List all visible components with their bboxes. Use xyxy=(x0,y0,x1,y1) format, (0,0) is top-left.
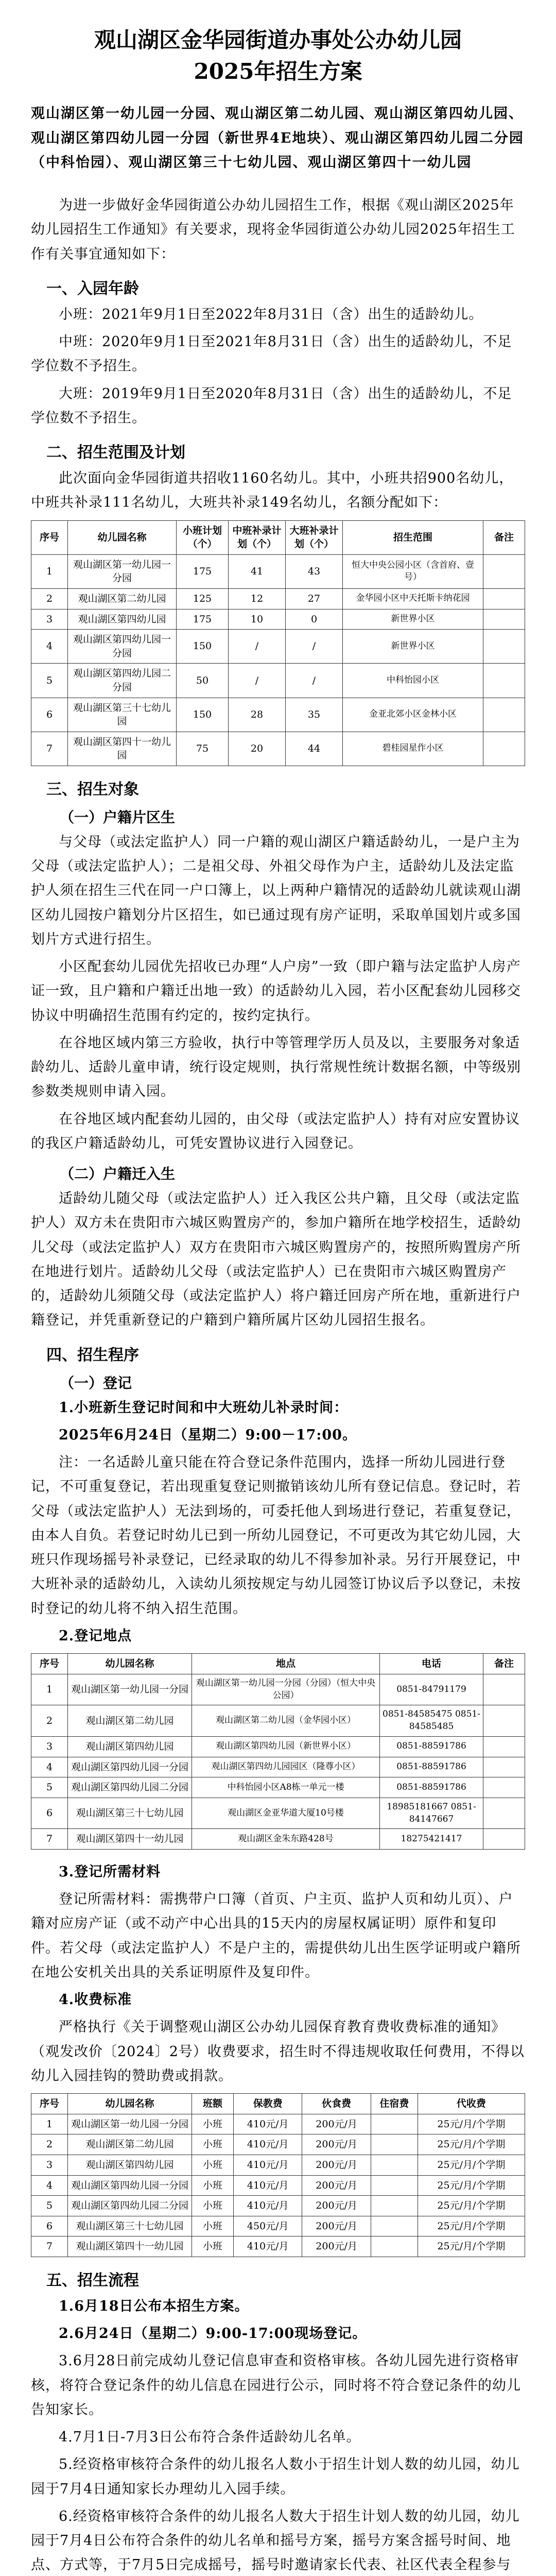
table-cell xyxy=(483,1798,525,1829)
table-cell: / xyxy=(286,664,343,698)
table-cell: 3 xyxy=(31,609,68,630)
table-row xyxy=(31,2155,525,2175)
table-cell: 25元/月/个学期 xyxy=(418,2236,525,2257)
table-row xyxy=(31,2175,525,2196)
table-cell: 小班 xyxy=(192,2114,234,2134)
table-cell: 6 xyxy=(31,698,68,732)
table-header-cell: 幼儿园名称 xyxy=(68,2094,192,2114)
table-cell: 3 xyxy=(31,2155,68,2175)
scope-paragraph: 此次面向金华园街道共招收1160名幼儿。其中，小班共招900名幼儿，中班共补录111名幼儿，大班共补录149名幼儿，名额分配如下： xyxy=(31,470,514,511)
table-header-row xyxy=(31,1654,525,1674)
table-cell: 小班 xyxy=(192,2155,234,2175)
table-cell: 7 xyxy=(31,2236,68,2257)
table-cell: 观山湖区第四幼儿园一分园 xyxy=(68,630,177,664)
table-cell: 75 xyxy=(177,732,229,766)
table-cell xyxy=(483,1757,525,1777)
table-cell xyxy=(371,2155,418,2175)
table-cell: 碧桂园星作小区 xyxy=(343,732,483,766)
table-cell: 18985181667 0851-84147667 xyxy=(380,1798,483,1829)
table-cell: 观山湖区第四幼儿园 xyxy=(68,2155,192,2175)
table-cell: 12 xyxy=(229,589,286,609)
table-header-cell: 中班补录计划（个） xyxy=(229,520,286,554)
table-cell: 观山湖区第四幼儿园二分园 xyxy=(68,1777,192,1798)
table-cell: 410元/月 xyxy=(234,2155,302,2175)
table-header-cell: 幼儿园名称 xyxy=(68,520,177,554)
subsection-transfer-heading: （二）户籍迁入生 xyxy=(60,1165,176,1183)
table-cell xyxy=(483,589,525,609)
table-cell: 410元/月 xyxy=(234,2134,302,2155)
step3-title: 3.登记所需材料 xyxy=(59,1863,161,1880)
table-cell: 43 xyxy=(286,554,343,588)
section-target-heading: 三、招生对象 xyxy=(46,780,139,799)
table-cell: 25元/月/个学期 xyxy=(418,2216,525,2236)
table-row xyxy=(31,1736,525,1757)
table-cell: 观山湖区第一幼儿园一分园 xyxy=(68,2114,192,2134)
table-cell: 2 xyxy=(31,1705,68,1737)
table-header-cell: 小班计划（个） xyxy=(177,520,229,554)
document-title: 观山湖区金华园街道办事处公办幼儿园 xyxy=(94,27,462,53)
table-cell: 观山湖区第四十一幼儿园 xyxy=(68,732,177,766)
table-cell: 410元/月 xyxy=(234,2114,302,2134)
table-cell: 0851-88591786 xyxy=(380,1736,483,1757)
table-cell: 中科怡园小区A8栋一单元一楼 xyxy=(192,1777,380,1798)
table-cell: 观山湖区第四幼儿园一分园 xyxy=(68,1757,192,1777)
table-row xyxy=(31,2236,525,2257)
table-cell: 观山湖区第二幼儿园 xyxy=(68,1705,192,1737)
table-cell: 410元/月 xyxy=(234,2196,302,2216)
enrollment-plan-table xyxy=(31,520,525,766)
intro-paragraph: 为进一步做好金华园街道公办幼儿园招生工作，根据《观山湖区2025年幼儿园招生工作通知》有关要求，现将金华园街道公办幼儿园2025年招生工作有关事宜通知如下： xyxy=(31,197,515,262)
table-header-cell: 序号 xyxy=(31,2094,68,2114)
step4-text: 严格执行《关于调整观山湖区公办幼儿园保育教育费收费标准的通知》（观发改价〔2024〕2号）收费要求，招生时不得违规收取任何费用，不得以幼儿入园挂钩的赞助费或捐款。 xyxy=(31,2019,525,2084)
table-row xyxy=(31,609,525,630)
table-cell: 200元/月 xyxy=(302,2114,371,2134)
table-cell: 观山湖区第四幼儿园 xyxy=(68,609,177,630)
table-cell: 175 xyxy=(177,609,229,630)
table-cell: 0851-84791179 xyxy=(380,1674,483,1705)
step4-title: 4.收费标准 xyxy=(59,1992,132,2008)
table-cell: 观山湖区第四幼儿园二分园 xyxy=(68,2196,192,2216)
table-cell: 450元/月 xyxy=(234,2216,302,2236)
table-cell: 1 xyxy=(31,554,68,588)
table-cell xyxy=(371,2114,418,2134)
section-scope-heading: 二、招生范围及计划 xyxy=(46,444,185,462)
table-cell: 恒大中央公园小区（含首府、壹号） xyxy=(343,554,483,588)
table-header-cell: 序号 xyxy=(31,1654,68,1674)
table-header-cell: 地点 xyxy=(192,1654,380,1674)
table-header-cell: 备注 xyxy=(483,1654,525,1674)
table-cell xyxy=(371,2196,418,2216)
table-cell: 金华园小区中天托斯卡纳花园 xyxy=(343,589,483,609)
step1-title: 1.小班新生登记时间和中大班幼儿补录时间： xyxy=(59,1399,349,1416)
table-header-cell: 保教费 xyxy=(234,2094,302,2114)
subsection-register-heading: （一）登记 xyxy=(60,1374,132,1392)
table-cell xyxy=(371,2175,418,2196)
age-big-class: 大班：2019年9月1日至2020年8月31日（含）出生的适龄幼儿，不足学位数不予招生。 xyxy=(31,385,512,426)
table-row xyxy=(31,1705,525,1737)
table-cell: 小班 xyxy=(192,2134,234,2155)
table-header-cell: 班额 xyxy=(192,2094,234,2114)
table-cell: 观山湖区第二幼儿园 xyxy=(68,589,177,609)
document-subtitle: 2025年招生方案 xyxy=(194,58,362,84)
table-cell: 4 xyxy=(31,1757,68,1777)
table-cell xyxy=(483,732,525,766)
table-cell: / xyxy=(229,630,286,664)
step1-time: 2025年6月24日（星期二）9:00－17:00。 xyxy=(59,1427,357,1443)
table-header-cell: 大班补录计划（个） xyxy=(286,520,343,554)
age-small-class: 小班：2021年9月1日至2022年8月31日（含）出生的适龄幼儿。 xyxy=(59,306,483,323)
section-procedure-heading: 四、招生程序 xyxy=(46,1346,139,1364)
table-cell: 金亚北郊小区金林小区 xyxy=(343,698,483,732)
transfer-paragraph: 适龄幼儿随父母（或法定监护人）迁入我区公共户籍，且父母（或法定监护人）双方未在贵阳市六城区购置房产的，参加户籍所在地学校招生，适龄幼儿父母（或法定监护人）双方在贵阳市六城区购置房产的，按照所购置房产所在地进行划片。适龄幼儿父母（或法定监护人）已在贵阳市六城区购置房产的，适龄幼儿须随父母（或法定监护人）将户籍迁回房产所在地，重新进行户籍登记，并凭重新登记的户籍到户籍所属片区幼儿园招生报名。 xyxy=(31,1191,521,1329)
location-table xyxy=(31,1653,525,1850)
table-cell: 观山湖区第四幼儿园（新世界小区） xyxy=(192,1736,380,1757)
table-cell: 观山湖区第三十七幼儿园 xyxy=(68,698,177,732)
table-cell xyxy=(483,1674,525,1705)
table-row xyxy=(31,2216,525,2236)
table-cell: / xyxy=(229,664,286,698)
flow-item: 3.6月28日前完成幼儿登记信息审查和资格审核。各幼儿园先进行资格审核，将符合登记条件的幼儿信息在园进行公示，同时将不符合登记条件的幼儿告知家长。 xyxy=(31,2353,521,2418)
table-row xyxy=(31,1829,525,1850)
table-header-cell: 招生范围 xyxy=(343,520,483,554)
table-cell: 200元/月 xyxy=(302,2236,371,2257)
table-cell: 观山湖区第二幼儿园（金华园小区） xyxy=(192,1705,380,1737)
table-cell: 5 xyxy=(31,664,68,698)
local-paragraph-1: 与父母（或法定监护人）同一户籍的观山湖区户籍适龄幼儿，一是户主为父母（或法定监护人）；二是祖父母、外祖父母作为户主，适龄幼儿及法定监护人须在招生三代在同一户口簿上，以上两种户籍情况的适龄幼儿就读观山湖区幼儿园按户籍划分片区招生，如已通过现有房产证明，采取单国划片或多国划片方式进行招生。 xyxy=(31,834,521,947)
table-cell: 观山湖区第四幼儿园园区（隆尊小区） xyxy=(192,1757,380,1777)
fee-table xyxy=(31,2093,525,2257)
table-cell: 25元/月/个学期 xyxy=(418,2155,525,2175)
subsection-local-heading: （一）户籍片区生 xyxy=(60,808,176,826)
table-cell xyxy=(483,698,525,732)
table-header-cell: 住宿费 xyxy=(371,2094,418,2114)
table-row xyxy=(31,2114,525,2134)
table-header-row xyxy=(31,2094,525,2114)
table-cell xyxy=(483,664,525,698)
table-cell: 5 xyxy=(31,1777,68,1798)
step3-text: 登记所需材料：需携带户口簿（首页、户主页、监护人页和幼儿页）、户籍对应房产证（或不动产中心出具的15天内的房屋权属证明）原件和复印件。若父母（或法定监护人）不是户主的，需提供幼儿出生医学证明或户籍所在地公安机关出具的关系证明原件及复印件。 xyxy=(31,1891,521,1980)
table-cell: 新世界小区 xyxy=(343,630,483,664)
step1-text: 注：一名适龄儿童只能在符合登记条件范围内，选择一所幼儿园进行登记，不可重复登记，若出现重复登记则撤销该幼儿所有登记信息。登记时，若父母（或法定监护人）无法到场的，可委托他人到场进行登记，若重复登记，由本人自负。若登记时幼儿已到一所幼儿园登记，不可更改为其它幼儿园，大班只作现场摇号补录登记，已经录取的幼儿不得参加补录。另行开展登记，中大班补录的适龄幼儿，入读幼儿须按规定与幼儿园签订协议后予以登记，未按时登记的幼儿将不纳入招生范围。 xyxy=(31,1454,521,1617)
table-cell: 25元/月/个学期 xyxy=(418,2134,525,2155)
table-cell xyxy=(483,1829,525,1850)
table-cell: 小班 xyxy=(192,2236,234,2257)
table-cell: 5 xyxy=(31,2196,68,2216)
table-cell: 28 xyxy=(229,698,286,732)
table-cell: 4 xyxy=(31,630,68,664)
table-cell: 2 xyxy=(31,589,68,609)
table-cell: 25元/月/个学期 xyxy=(418,2196,525,2216)
table-cell: 175 xyxy=(177,554,229,588)
table-cell: / xyxy=(286,630,343,664)
table-cell: 7 xyxy=(31,1829,68,1850)
flow-list xyxy=(31,2294,525,2576)
table-header-row xyxy=(31,520,525,554)
local-paragraph-2: 小区配套幼儿园优先招收已办理“人户房”一致（即户籍与法定监护人房产证一致，且户籍和户籍迁出地一致）的适龄幼儿入园，若小区配套幼儿园移交协议中明确招生范围有约定的，按约定执行。 xyxy=(31,959,521,1024)
table-cell: 小班 xyxy=(192,2196,234,2216)
table-cell: 观山湖区第四幼儿园二分园 xyxy=(68,664,177,698)
local-paragraph-3: 在谷地区域内第三方验收，执行中等管理学历人员及以，主要服务对象适龄幼儿、适龄儿童申请，统行设定规则，执行常规性统计数据名额，中等级别参数类规则申请入园。 xyxy=(31,1035,521,1100)
table-cell: 观山湖区金朱东路428号 xyxy=(192,1829,380,1850)
table-cell: 0 xyxy=(286,609,343,630)
table-cell: 125 xyxy=(177,589,229,609)
step2-title: 2.登记地点 xyxy=(59,1628,132,1644)
table-header-cell: 序号 xyxy=(31,520,68,554)
table-cell: 中科怡园小区 xyxy=(343,664,483,698)
table-cell xyxy=(483,1777,525,1798)
table-header-cell: 电话 xyxy=(380,1654,483,1674)
local-paragraph-4: 在谷地区域内配套幼儿园的，由父母（或法定监护人）持有对应安置协议的我区户籍适龄幼儿，可凭安置协议进行入园登记。 xyxy=(31,1111,520,1151)
table-cell xyxy=(371,2216,418,2236)
table-header-cell: 备注 xyxy=(483,520,525,554)
table-cell xyxy=(483,1736,525,1757)
table-cell: 410元/月 xyxy=(234,2236,302,2257)
table-cell: 25元/月/个学期 xyxy=(418,2114,525,2134)
table-cell: 1 xyxy=(31,2114,68,2134)
table-cell: 观山湖区第三十七幼儿园 xyxy=(68,2216,192,2236)
table-cell xyxy=(483,609,525,630)
table-cell xyxy=(371,2236,418,2257)
table-cell: 150 xyxy=(177,698,229,732)
table-cell: 27 xyxy=(286,589,343,609)
table-cell: 50 xyxy=(177,664,229,698)
table-cell: 2 xyxy=(31,2134,68,2155)
table-cell: 观山湖区第一幼儿园一分园（分园）（恒大中央公园） xyxy=(192,1674,380,1705)
table-cell: 10 xyxy=(229,609,286,630)
table-cell: 0851-84585475 0851-84585485 xyxy=(380,1705,483,1737)
table-row xyxy=(31,1777,525,1798)
age-middle-class: 中班：2020年9月1日至2021年8月31日（含）出生的适龄幼儿，不足学位数不予招生。 xyxy=(31,334,512,375)
table-cell: 200元/月 xyxy=(302,2155,371,2175)
table-cell: 观山湖区金亚华道大厦10号楼 xyxy=(192,1798,380,1829)
table-cell: 7 xyxy=(31,732,68,766)
table-cell: 25元/月/个学期 xyxy=(418,2175,525,2196)
table-cell: 0851-88591786 xyxy=(380,1757,483,1777)
flow-item: 1.6月18日公布本招生方案。 xyxy=(59,2298,249,2314)
table-cell: 200元/月 xyxy=(302,2134,371,2155)
table-row xyxy=(31,698,525,732)
table-cell: 41 xyxy=(229,554,286,588)
table-cell: 0851-88591786 xyxy=(380,1777,483,1798)
table-row xyxy=(31,2196,525,2216)
table-row xyxy=(31,630,525,664)
table-cell xyxy=(483,1705,525,1737)
table-cell xyxy=(371,2134,418,2155)
table-row xyxy=(31,554,525,588)
table-cell: 观山湖区第三十七幼儿园 xyxy=(68,1798,192,1829)
table-cell xyxy=(483,554,525,588)
section-flow-heading: 五、招生流程 xyxy=(46,2271,139,2290)
table-cell: 6 xyxy=(31,1798,68,1829)
table-cell: 1 xyxy=(31,1674,68,1705)
table-cell: 200元/月 xyxy=(302,2175,371,2196)
table-cell: 观山湖区第四十一幼儿园 xyxy=(68,1829,192,1850)
table-row xyxy=(31,732,525,766)
table-row xyxy=(31,1798,525,1829)
table-row xyxy=(31,2134,525,2155)
table-cell: 观山湖区第四幼儿园一分园 xyxy=(68,2175,192,2196)
table-cell: 观山湖区第二幼儿园 xyxy=(68,2134,192,2155)
table-cell: 新世界小区 xyxy=(343,609,483,630)
table-cell: 200元/月 xyxy=(302,2196,371,2216)
table-row xyxy=(31,589,525,609)
table-cell: 200元/月 xyxy=(302,2216,371,2236)
kindergarten-list: 观山湖区第一幼儿园一分园、观山湖区第二幼儿园、观山湖区第四幼儿园、观山湖区第四幼儿园一分园（新世界4E地块）、观山湖区第四幼儿园二分园（中科怡园）、观山湖区第三十七幼儿园、观山湖区第四十一幼儿园 xyxy=(31,106,524,171)
table-header-cell: 伙食费 xyxy=(302,2094,371,2114)
table-cell: 观山湖区第一幼儿园一分园 xyxy=(68,1674,192,1705)
table-cell: 6 xyxy=(31,2216,68,2236)
table-cell: 35 xyxy=(286,698,343,732)
table-row xyxy=(31,1757,525,1777)
table-row xyxy=(31,1674,525,1705)
flow-item: 5.经资格审核符合条件的幼儿报名人数小于招生计划人数的幼儿园，幼儿园于7月4日通知家长办理幼儿入园手续。 xyxy=(31,2456,520,2497)
table-cell: 44 xyxy=(286,732,343,766)
table-header-cell: 代收费 xyxy=(418,2094,525,2114)
table-cell: 18275421417 xyxy=(380,1829,483,1850)
table-row xyxy=(31,664,525,698)
table-cell: 小班 xyxy=(192,2175,234,2196)
table-cell: 3 xyxy=(31,1736,68,1757)
table-cell: 4 xyxy=(31,2175,68,2196)
flow-item: 4.7月1日-7月3日公布符合条件适龄幼儿名单。 xyxy=(59,2429,361,2446)
table-cell: 观山湖区第一幼儿园一分园 xyxy=(68,554,177,588)
flow-item: 6.经资格审核符合条件的幼儿报名人数大于招生计划人数的幼儿园，幼儿园于7月4日公布符合条件的幼儿名单和摇号方案，摇号方案含摇号时间、地点、方式等，于7月5日完成摇号，摇号时邀请家长代表、社区代表全程参与 xyxy=(31,2508,520,2573)
table-cell: 观山湖区第四十一幼儿园 xyxy=(68,2236,192,2257)
section-age-heading: 一、入园年龄 xyxy=(46,279,139,298)
flow-item: 2.6月24日（星期二）9:00-17:00现场登记。 xyxy=(59,2326,367,2342)
table-cell xyxy=(483,630,525,664)
table-header-cell: 幼儿园名称 xyxy=(68,1654,192,1674)
table-cell: 小班 xyxy=(192,2216,234,2236)
table-cell: 观山湖区第四幼儿园 xyxy=(68,1736,192,1757)
table-cell: 20 xyxy=(229,732,286,766)
table-cell: 410元/月 xyxy=(234,2175,302,2196)
table-cell: 150 xyxy=(177,630,229,664)
